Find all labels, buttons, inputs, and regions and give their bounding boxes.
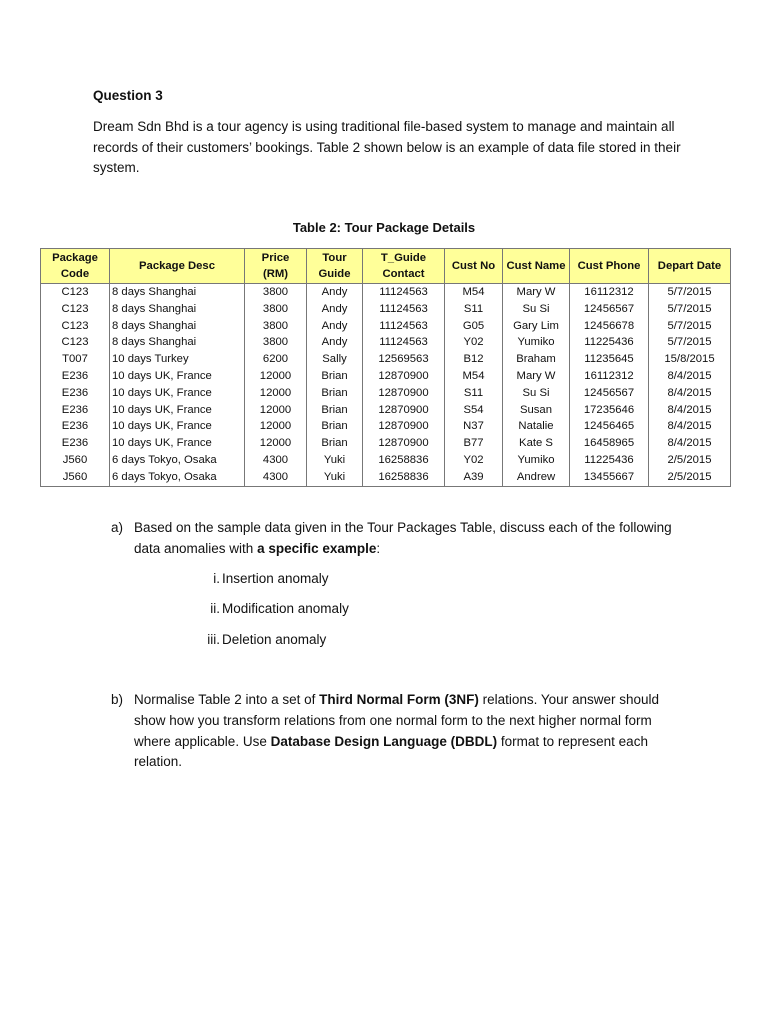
table-cell: E236 bbox=[41, 418, 110, 435]
table-cell: 8/4/2015 bbox=[649, 402, 731, 419]
table-cell: M54 bbox=[445, 284, 503, 301]
table-row bbox=[41, 418, 731, 435]
table-cell: Brian bbox=[307, 368, 363, 385]
table-cell: Susan bbox=[503, 402, 570, 419]
column-header bbox=[570, 249, 649, 284]
table-cell: Gary Lim bbox=[503, 318, 570, 335]
table-row bbox=[41, 284, 731, 301]
anomaly-number: ii. bbox=[210, 601, 220, 616]
table-header-row bbox=[41, 249, 731, 284]
table-cell: Andy bbox=[307, 318, 363, 335]
table-cell: Yumiko bbox=[503, 334, 570, 351]
table-cell: 8 days Shanghai bbox=[110, 318, 245, 335]
table-cell: Yuki bbox=[307, 469, 363, 486]
table-cell: Brian bbox=[307, 385, 363, 402]
table-cell: Braham bbox=[503, 351, 570, 368]
table-cell: E236 bbox=[41, 402, 110, 419]
table-row bbox=[41, 435, 731, 452]
part-b bbox=[111, 690, 691, 773]
table-cell: 10 days UK, France bbox=[110, 418, 245, 435]
table-cell: Y02 bbox=[445, 452, 503, 469]
column-header bbox=[503, 249, 570, 284]
part-b-text: Normalise Table 2 into a set of Third Normal Form (3NF) relations. Your answer should show how you transform relations from one normal form to the next higher normal form where applicable. Use Database Design Language (DBDL) format to represent each relation. bbox=[134, 692, 659, 770]
column-header-line: Cust No bbox=[451, 259, 496, 272]
anomaly-number: iii. bbox=[207, 632, 220, 647]
table-cell: N37 bbox=[445, 418, 503, 435]
table-cell: 11235645 bbox=[570, 351, 649, 368]
table-caption: Table 2: Tour Package Details bbox=[292, 220, 476, 235]
table-row bbox=[41, 402, 731, 419]
part-a-emphasis: a specific example bbox=[257, 541, 377, 556]
table-cell: 6 days Tokyo, Osaka bbox=[110, 452, 245, 469]
table-cell: Andrew bbox=[503, 469, 570, 486]
column-header bbox=[363, 249, 445, 284]
column-header-line: Depart Date bbox=[657, 259, 722, 272]
table-cell: 2/5/2015 bbox=[649, 469, 731, 486]
table-cell: 3800 bbox=[245, 334, 307, 351]
table-cell: 8/4/2015 bbox=[649, 435, 731, 452]
table-cell: 12870900 bbox=[363, 418, 445, 435]
table-cell: C123 bbox=[41, 334, 110, 351]
part-a bbox=[111, 517, 691, 559]
part-b-marker: b) bbox=[111, 692, 124, 707]
table-cell: Yumiko bbox=[503, 452, 570, 469]
table-cell: C123 bbox=[41, 318, 110, 335]
column-header-line: Guide bbox=[318, 268, 351, 280]
table-cell: 16258836 bbox=[363, 469, 445, 486]
table-cell: Brian bbox=[307, 402, 363, 419]
table-row bbox=[41, 469, 731, 486]
table-cell: 5/7/2015 bbox=[649, 318, 731, 335]
table-cell: B12 bbox=[445, 351, 503, 368]
question-intro: Dream Sdn Bhd is a tour agency is using traditional file-based system to manage and maintain all records of their customers’ bookings. Table 2 shown below is an example of data file stored in their system. bbox=[93, 119, 681, 175]
table-cell: S11 bbox=[445, 385, 503, 402]
table-row bbox=[41, 301, 731, 318]
table-cell: C123 bbox=[41, 301, 110, 318]
table-cell: 11124563 bbox=[363, 318, 445, 335]
table-cell: J560 bbox=[41, 469, 110, 486]
table-cell: Mary W bbox=[503, 284, 570, 301]
column-header-line: Tour bbox=[322, 251, 347, 264]
table-cell: 3800 bbox=[245, 301, 307, 318]
column-header-line: Contact bbox=[382, 268, 425, 280]
table-cell: 16258836 bbox=[363, 452, 445, 469]
table-cell: 8/4/2015 bbox=[649, 368, 731, 385]
table-cell: 4300 bbox=[245, 452, 307, 469]
table-cell: 12456567 bbox=[570, 301, 649, 318]
table-cell: 10 days UK, France bbox=[110, 385, 245, 402]
table-cell: 12456567 bbox=[570, 385, 649, 402]
table-cell: 8 days Shanghai bbox=[110, 334, 245, 351]
part-a-marker: a) bbox=[111, 520, 124, 535]
table-cell: 3800 bbox=[245, 284, 307, 301]
table-row bbox=[41, 385, 731, 402]
table-cell: E236 bbox=[41, 368, 110, 385]
table-row bbox=[41, 351, 731, 368]
column-header-line: Package bbox=[52, 251, 98, 264]
table-cell: Brian bbox=[307, 418, 363, 435]
table-cell: 15/8/2015 bbox=[649, 351, 731, 368]
table-cell: 11124563 bbox=[363, 334, 445, 351]
column-header bbox=[445, 249, 503, 284]
table-cell: 10 days UK, France bbox=[110, 435, 245, 452]
column-header-line: Package Desc bbox=[139, 259, 215, 272]
table-cell: 17235646 bbox=[570, 402, 649, 419]
column-header-line: (RM) bbox=[262, 268, 289, 280]
table-cell: 16112312 bbox=[570, 368, 649, 385]
table-cell: Kate S bbox=[503, 435, 570, 452]
tour-package-table bbox=[40, 248, 731, 487]
table-cell: 12870900 bbox=[363, 368, 445, 385]
table-cell: 12000 bbox=[245, 435, 307, 452]
table-cell: 10 days Turkey bbox=[110, 351, 245, 368]
table-cell: 13455667 bbox=[570, 469, 649, 486]
table-cell: Andy bbox=[307, 334, 363, 351]
column-header-line: Cust Name bbox=[506, 259, 566, 272]
anomaly-label: Modification anomaly bbox=[222, 601, 349, 616]
table-cell: 8 days Shanghai bbox=[110, 284, 245, 301]
table-cell: 5/7/2015 bbox=[649, 284, 731, 301]
anomaly-number: i. bbox=[213, 571, 220, 586]
table-cell: Y02 bbox=[445, 334, 503, 351]
table-cell: 6200 bbox=[245, 351, 307, 368]
part-b-emphasis-dbdl: Database Design Language (DBDL) bbox=[270, 733, 498, 749]
table-cell: 5/7/2015 bbox=[649, 301, 731, 318]
column-header-line: Price bbox=[261, 251, 290, 264]
table-cell: 8/4/2015 bbox=[649, 418, 731, 435]
table-cell: 12870900 bbox=[363, 402, 445, 419]
table-cell: Yuki bbox=[307, 452, 363, 469]
table-cell: Mary W bbox=[503, 368, 570, 385]
table-cell: 12569563 bbox=[363, 351, 445, 368]
table-cell: 2/5/2015 bbox=[649, 452, 731, 469]
table-row bbox=[41, 318, 731, 335]
table-cell: 12870900 bbox=[363, 385, 445, 402]
question-title: Question 3 bbox=[93, 88, 163, 103]
column-header-line: Code bbox=[60, 268, 90, 280]
column-header bbox=[649, 249, 731, 284]
table-cell: 8/4/2015 bbox=[649, 385, 731, 402]
table-cell: 11225436 bbox=[570, 334, 649, 351]
column-header bbox=[41, 249, 110, 284]
table-cell: Su Si bbox=[503, 385, 570, 402]
table-cell: 3800 bbox=[245, 318, 307, 335]
table-cell: M54 bbox=[445, 368, 503, 385]
table-cell: 12000 bbox=[245, 418, 307, 435]
column-header bbox=[307, 249, 363, 284]
table-body bbox=[41, 284, 731, 487]
table-cell: G05 bbox=[445, 318, 503, 335]
table-cell: 11124563 bbox=[363, 284, 445, 301]
table-cell: Andy bbox=[307, 284, 363, 301]
part-a-text: Based on the sample data given in the Tour Packages Table, discuss each of the following data anomalies with a specific example: bbox=[134, 520, 672, 556]
table-cell: Brian bbox=[307, 435, 363, 452]
table-cell: 16112312 bbox=[570, 284, 649, 301]
table-cell: 12000 bbox=[245, 402, 307, 419]
table-row bbox=[41, 334, 731, 351]
table-cell: S54 bbox=[445, 402, 503, 419]
table-cell: Andy bbox=[307, 301, 363, 318]
anomaly-label: Deletion anomaly bbox=[222, 632, 327, 647]
column-header bbox=[110, 249, 245, 284]
anomaly-label: Insertion anomaly bbox=[222, 571, 329, 586]
table-cell: 5/7/2015 bbox=[649, 334, 731, 351]
column-header-line: T_Guide bbox=[380, 251, 427, 264]
table-cell: B77 bbox=[445, 435, 503, 452]
table-row bbox=[41, 452, 731, 469]
table-cell: S11 bbox=[445, 301, 503, 318]
table-cell: 8 days Shanghai bbox=[110, 301, 245, 318]
table-row bbox=[41, 368, 731, 385]
column-header-line: Cust Phone bbox=[577, 259, 641, 272]
table-cell: 10 days UK, France bbox=[110, 368, 245, 385]
table-cell: 12000 bbox=[245, 385, 307, 402]
table-cell: A39 bbox=[445, 469, 503, 486]
part-b-emphasis-3nf: Third Normal Form (3NF) bbox=[319, 692, 479, 707]
table-cell: C123 bbox=[41, 284, 110, 301]
table-cell: 12456678 bbox=[570, 318, 649, 335]
table-cell: Natalie bbox=[503, 418, 570, 435]
table-cell: J560 bbox=[41, 452, 110, 469]
table-cell: 16458965 bbox=[570, 435, 649, 452]
table-cell: E236 bbox=[41, 435, 110, 452]
table-cell: 10 days UK, France bbox=[110, 402, 245, 419]
table-cell: Sally bbox=[307, 351, 363, 368]
table-cell: 12456465 bbox=[570, 418, 649, 435]
table-cell: 12870900 bbox=[363, 435, 445, 452]
table-cell: 6 days Tokyo, Osaka bbox=[110, 469, 245, 486]
column-header bbox=[245, 249, 307, 284]
table-cell: T007 bbox=[41, 351, 110, 368]
table-cell: 11225436 bbox=[570, 452, 649, 469]
table-cell: 4300 bbox=[245, 469, 307, 486]
table-cell: 11124563 bbox=[363, 301, 445, 318]
table-cell: 12000 bbox=[245, 368, 307, 385]
table-cell: E236 bbox=[41, 385, 110, 402]
table-cell: Su Si bbox=[503, 301, 570, 318]
